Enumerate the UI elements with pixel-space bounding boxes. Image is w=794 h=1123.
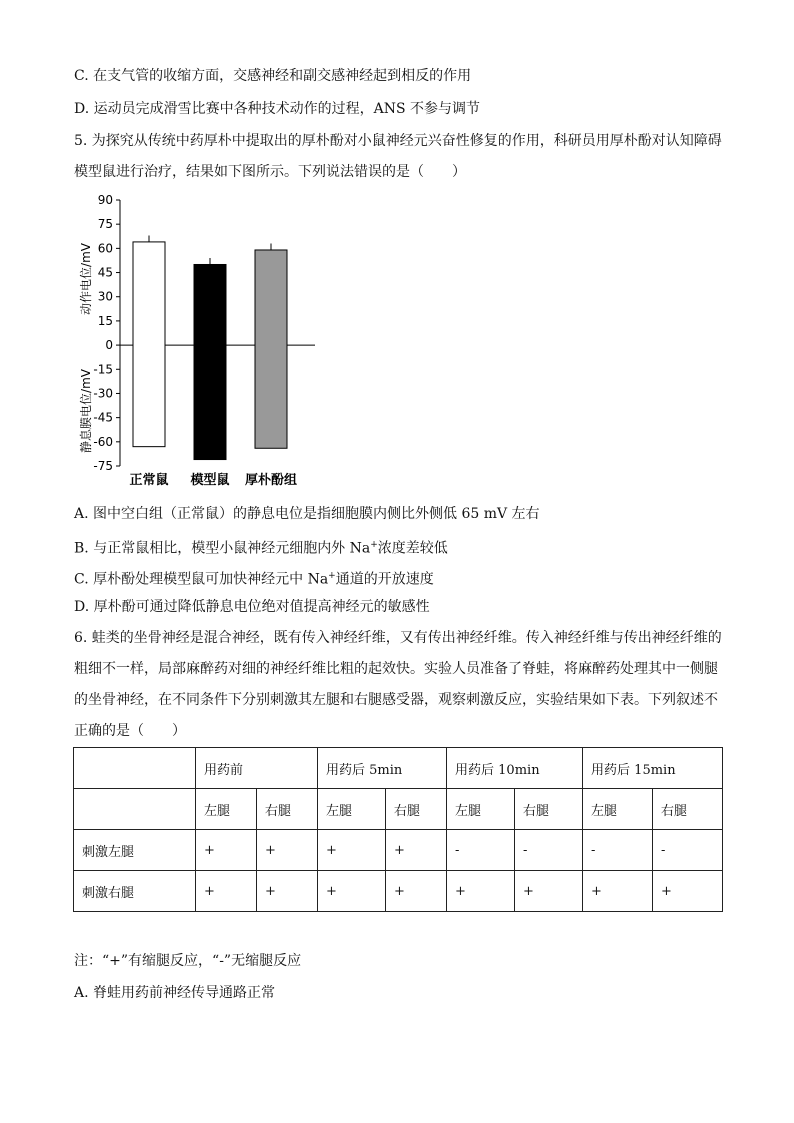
category-label: 模型鼠 [190,473,230,488]
table-header-row [74,748,723,789]
y-tick-label: 30 [97,289,113,304]
row-label-cell: 刺激左腿 [74,830,196,871]
q5-option-b-sup: + [370,540,378,550]
table-cell: + [257,871,318,912]
bar [194,264,226,459]
table-cell: + [318,830,386,871]
q5-option-c-text: C. 厚朴酚处理模型鼠可加快神经元中 Na [74,571,329,588]
row-label-cell: 刺激右腿 [74,871,196,912]
y-tick-label: -60 [93,434,113,449]
table-cell: + [257,830,318,871]
q6-stem-line-3: 的坐骨神经，在不同条件下分别刺激其左腿和右腿感受器，观察刺激反应，实验结果如下表。下列叙述不 [74,692,718,708]
table-cell: - [447,830,515,871]
q4-option-d: D. 运动员完成滑雪比赛中各种技术动作的过程，ANS 不参与调节 [74,101,481,117]
y-label-resting-potential: 静息膜电位/mV [79,369,93,453]
table-cell: + [386,871,447,912]
q6-stem [74,623,734,747]
subheader-cell: 左腿 [447,789,515,830]
table-cell: + [653,871,723,912]
table-row [74,871,723,912]
q5-stem-line-2: 模型鼠进行治疗，结果如下图所示。下列说法错误的是（ ） [74,164,466,180]
q5-option-c-sup: + [328,571,336,581]
y-tick-label: 15 [97,313,113,328]
q6-stem-line-2: 粗细不一样，局部麻醉药对细的神经纤维比粗的起效快。实验人员准备了脊蛙，将麻醉药处理其中一侧腿 [74,661,718,677]
table-corner-cell [74,748,196,789]
q5-stem-line-1: 5. 为探究从传统中药厚朴中提取出的厚朴酚对小鼠神经元兴奋性修复的作用，科研员用厚朴酚对认知障碍 [74,133,722,149]
q5-option-a: A. 图中空白组（正常鼠）的静息电位是指细胞膜内侧比外侧低 65 mV 左右 [74,506,540,522]
subheader-cell: 右腿 [515,789,583,830]
header-group-cell: 用药后 5min [318,748,447,789]
q5-option-c [74,566,434,590]
table-row [74,830,723,871]
table-empty-cell [74,789,196,830]
subheader-cell: 左腿 [318,789,386,830]
y-axis-ticks [93,193,120,473]
table-cell: - [515,830,583,871]
q5-option-b-text: B. 与正常鼠相比，模型小鼠神经元细胞内外 Na [74,540,371,557]
q5-option-b [74,535,448,559]
category-labels [129,472,297,488]
q6-stem-line-4: 正确的是（ ） [74,723,186,739]
table-cell: + [196,830,257,871]
subheader-cell: 右腿 [257,789,318,830]
table-cell: - [653,830,723,871]
y-tick-label: 0 [105,338,113,353]
table-cell: + [386,830,447,871]
table-cell: - [583,830,653,871]
q6-table-note: 注：“+”有缩腿反应，“-”无缩腿反应 [74,953,302,969]
table-subheader-row [74,789,723,830]
subheader-cell: 左腿 [583,789,653,830]
table-cell: + [447,871,515,912]
bar [133,242,165,447]
table-cell: + [196,871,257,912]
y-tick-label: -45 [93,410,113,425]
q5-option-b-text-end: 浓度差较低 [377,540,448,557]
y-tick-label: -75 [93,459,113,473]
bar [255,250,287,448]
table-cell: + [515,871,583,912]
q6-option-a: A. 脊蛙用药前神经传导通路正常 [74,985,276,1001]
y-label-action-potential: 动作电位/mV [79,243,93,315]
table-cell: + [583,871,653,912]
category-label: 正常鼠 [129,473,169,488]
q5-option-c-text-end: 通道的开放速度 [335,571,434,588]
q5-stem [74,126,734,188]
subheader-cell: 左腿 [196,789,257,830]
bars [133,235,287,459]
q6-result-table [73,747,723,912]
q4-option-c: C. 在支气管的收缩方面，交感神经和副交感神经起到相反的作用 [74,68,472,84]
header-group-cell: 用药前 [196,748,318,789]
y-tick-label: 75 [97,217,113,232]
y-tick-label: 90 [97,193,113,207]
q6-stem-line-1: 6. 蛙类的坐骨神经是混合神经，既有传入神经纤维，又有传出神经纤维。传入神经纤维与传出神经纤维的 [74,630,722,646]
subheader-cell: 右腿 [653,789,723,830]
subheader-cell: 右腿 [386,789,447,830]
table-cell: + [318,871,386,912]
y-tick-label: 45 [97,265,113,280]
y-tick-label: -30 [93,386,113,401]
category-label: 厚朴酚组 [244,473,298,488]
header-group-cell: 用药后 10min [447,748,583,789]
y-tick-label: -15 [93,362,113,377]
q5-bar-chart [70,190,330,490]
y-tick-label: 60 [97,241,113,256]
q5-option-d: D. 厚朴酚可通过降低静息电位绝对值提高神经元的敏感性 [74,599,430,615]
header-group-cell: 用药后 15min [583,748,723,789]
